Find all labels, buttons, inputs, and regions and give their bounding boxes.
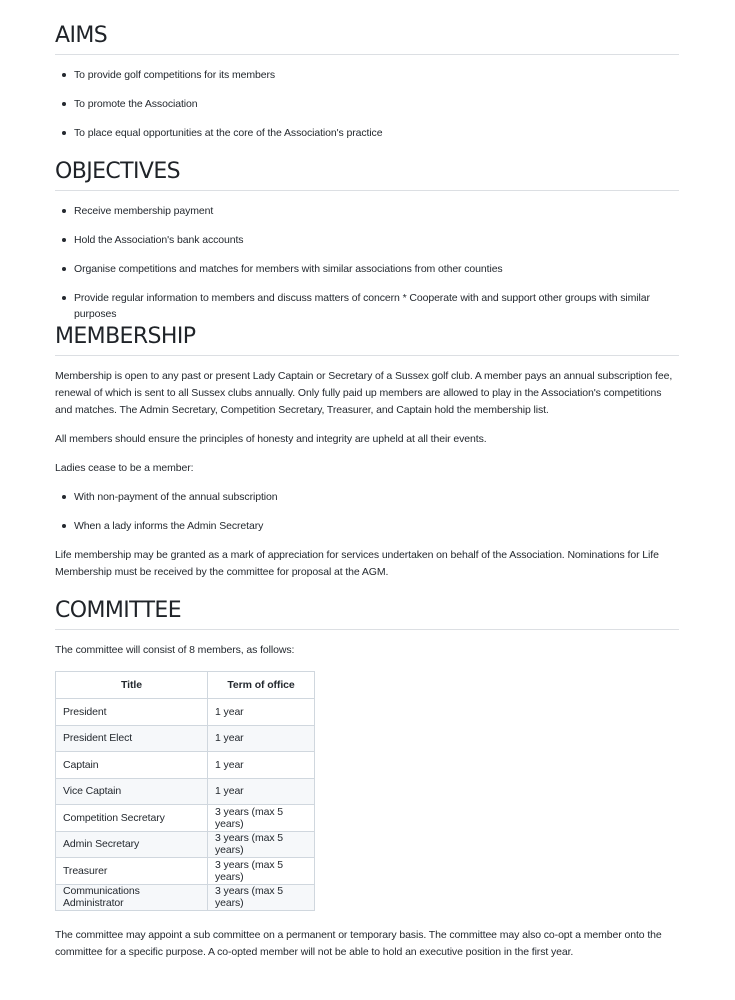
membership-section <box>55 323 679 581</box>
table-cell: 3 years (max 5 years) <box>208 858 315 885</box>
table-cell: Captain <box>56 752 208 779</box>
list-item: To promote the Association <box>74 96 679 125</box>
table-row <box>56 831 315 858</box>
table-cell: 1 year <box>208 699 315 726</box>
table-row <box>56 778 315 805</box>
table-row <box>56 725 315 752</box>
table-cell: President Elect <box>56 725 208 752</box>
committee-section <box>55 597 679 961</box>
membership-paragraph: Ladies cease to be a member: <box>55 462 194 474</box>
list-item: When a lady informs the Admin Secretary <box>74 518 679 547</box>
table-header: Term of office <box>208 672 315 699</box>
membership-paragraph: Membership is open to any past or present Lady Captain or Secretary of a Sussex golf club. A member pays an annual subscription fee, renewal of which is sent to all Sussex clubs annually. Only fully paid up members are allowed to play in the Association's competitions and matches. The Admin Secretary, Competition Secretary, Treasurer, and Captain hold the membership list. <box>55 370 673 416</box>
table-cell: 1 year <box>208 725 315 752</box>
committee-intro: The committee will consist of 8 members, as follows: <box>55 644 295 656</box>
table-cell: 3 years (max 5 years) <box>208 831 315 858</box>
objectives-heading: OBJECTIVES <box>55 158 679 191</box>
membership-heading: MEMBERSHIP <box>55 323 679 356</box>
table-cell: Admin Secretary <box>56 831 208 858</box>
objectives-list <box>55 203 679 319</box>
list-item: To place equal opportunities at the core of the Association's practice <box>74 125 679 154</box>
table-header-row <box>56 672 315 699</box>
table-cell: Competition Secretary <box>56 805 208 832</box>
list-item: Receive membership payment <box>74 203 679 232</box>
table-cell: Treasurer <box>56 858 208 885</box>
table-cell: President <box>56 699 208 726</box>
committee-table <box>55 671 315 911</box>
membership-paragraph: Life membership may be granted as a mark of appreciation for services undertaken on behalf of the Association. Nominations for Life Membership must be received by the committee for proposal at the AGM. <box>55 549 659 578</box>
objectives-section <box>55 158 679 319</box>
table-row <box>56 858 315 885</box>
committee-footer: The committee may appoint a sub committee on a permanent or temporary basis. The committee may also co-opt a member onto the committee for a specific purpose. A co-opted member will not be able to hold an executive position in the first year. <box>55 929 662 958</box>
table-row <box>56 805 315 832</box>
list-item: With non-payment of the annual subscription <box>74 489 679 518</box>
table-header: Title <box>56 672 208 699</box>
table-cell: 1 year <box>208 752 315 779</box>
committee-heading: COMMITTEE <box>55 597 679 630</box>
table-cell: 3 years (max 5 years) <box>208 884 315 911</box>
table-cell: 3 years (max 5 years) <box>208 805 315 832</box>
list-item: Organise competitions and matches for members with similar associations from other counties <box>74 261 679 290</box>
membership-paragraph: All members should ensure the principles of honesty and integrity are upheld at all their events. <box>55 433 487 445</box>
aims-heading: AIMS <box>55 22 679 55</box>
table-row <box>56 884 315 911</box>
list-item: Hold the Association's bank accounts <box>74 232 679 261</box>
table-cell: 1 year <box>208 778 315 805</box>
list-item: Provide regular information to members and discuss matters of concern * Cooperate with and support other groups with similar purposes <box>74 290 679 319</box>
table-row <box>56 752 315 779</box>
table-row <box>56 699 315 726</box>
list-item: To provide golf competitions for its members <box>74 67 679 96</box>
aims-list <box>55 67 679 154</box>
aims-section <box>55 22 679 154</box>
table-cell: Communications Administrator <box>56 884 208 911</box>
table-cell: Vice Captain <box>56 778 208 805</box>
cease-membership-list <box>55 489 679 547</box>
